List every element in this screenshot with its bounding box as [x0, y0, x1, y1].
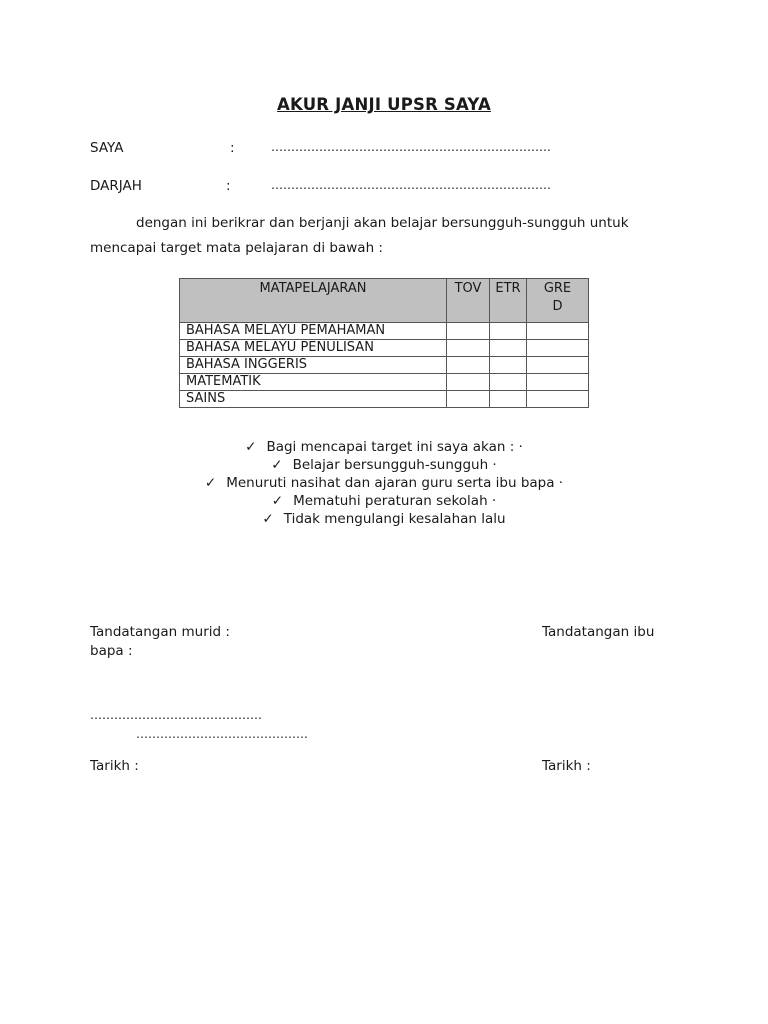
- student-signature-line: …………………………………….: [90, 708, 262, 722]
- etr-cell: [490, 391, 527, 408]
- subject-cell: BAHASA MELAYU PENULISAN: [180, 340, 447, 357]
- etr-cell: [490, 374, 527, 391]
- etr-cell: [490, 340, 527, 357]
- header-tov: TOV: [447, 279, 490, 323]
- check-icon: ✓: [271, 457, 283, 473]
- table-row: [180, 357, 589, 374]
- gred-cell: [527, 391, 589, 408]
- date-label-student: Tarikh :: [90, 758, 139, 774]
- subject-cell: BAHASA INGGERIS: [180, 357, 447, 374]
- parent-signature-label-cont: bapa :: [90, 643, 133, 659]
- tov-cell: [447, 340, 490, 357]
- checklist-item: [0, 510, 768, 528]
- intro-line-1: dengan ini berikrar dan berjanji akan belajar bersungguh-sungguh untuk: [136, 215, 629, 231]
- etr-cell: [490, 357, 527, 374]
- gred-cell: [527, 323, 589, 340]
- table-row: [180, 340, 589, 357]
- table-row: [180, 391, 589, 408]
- checklist-text: Mematuhi peraturan sekolah ·: [293, 493, 497, 509]
- pledge-checklist: [0, 438, 768, 528]
- header-etr: ETR: [490, 279, 527, 323]
- checklist-item: [0, 492, 768, 510]
- check-icon: ✓: [245, 439, 257, 455]
- field-label-saya: SAYA: [90, 140, 124, 156]
- tov-cell: [447, 357, 490, 374]
- header-gred-part1: GRE: [543, 281, 572, 296]
- table-header-row: [180, 279, 589, 323]
- checklist-text: Tidak mengulangi kesalahan lalu: [283, 511, 506, 527]
- date-label-parent: Tarikh :: [542, 758, 591, 774]
- check-icon: ✓: [262, 511, 274, 527]
- field-line-saya: …………………………………………………………….: [271, 140, 551, 154]
- tov-cell: [447, 374, 490, 391]
- field-label-darjah: DARJAH: [90, 178, 142, 194]
- subject-cell: BAHASA MELAYU PEMAHAMAN: [180, 323, 447, 340]
- checklist-item: [0, 456, 768, 474]
- field-colon-darjah: :: [226, 178, 231, 194]
- check-icon: ✓: [271, 493, 284, 509]
- subject-target-table: [179, 278, 589, 408]
- checklist-item: [0, 438, 768, 456]
- etr-cell: [490, 323, 527, 340]
- document-title: AKUR JANJI UPSR SAYA: [277, 95, 491, 114]
- subject-cell: MATEMATIK: [180, 374, 447, 391]
- parent-signature-line: …………………………………….: [136, 727, 308, 741]
- header-gred: [527, 279, 589, 323]
- gred-cell: [527, 340, 589, 357]
- intro-line-2: mencapai target mata pelajaran di bawah :: [90, 240, 383, 256]
- check-icon: ✓: [204, 475, 217, 491]
- table-row: [180, 323, 589, 340]
- gred-cell: [527, 357, 589, 374]
- tov-cell: [447, 323, 490, 340]
- parent-signature-label: Tandatangan ibu: [542, 624, 655, 640]
- tov-cell: [447, 391, 490, 408]
- checklist-text: Bagi mencapai target ini saya akan : ·: [266, 439, 523, 455]
- header-matapelajaran: MATAPELAJARAN: [180, 279, 447, 323]
- table-row: [180, 374, 589, 391]
- field-colon-saya: :: [230, 140, 235, 156]
- checklist-text: Belajar bersungguh-sungguh ·: [292, 457, 497, 473]
- subject-cell: SAINS: [180, 391, 447, 408]
- student-signature-label: Tandatangan murid :: [90, 624, 230, 640]
- gred-cell: [527, 374, 589, 391]
- checklist-text: Menuruti nasihat dan ajaran guru serta ibu bapa ·: [226, 475, 564, 491]
- field-line-darjah: …………………………………………………………….: [271, 178, 551, 192]
- checklist-item: [0, 474, 768, 492]
- header-gred-part2: D: [552, 299, 563, 314]
